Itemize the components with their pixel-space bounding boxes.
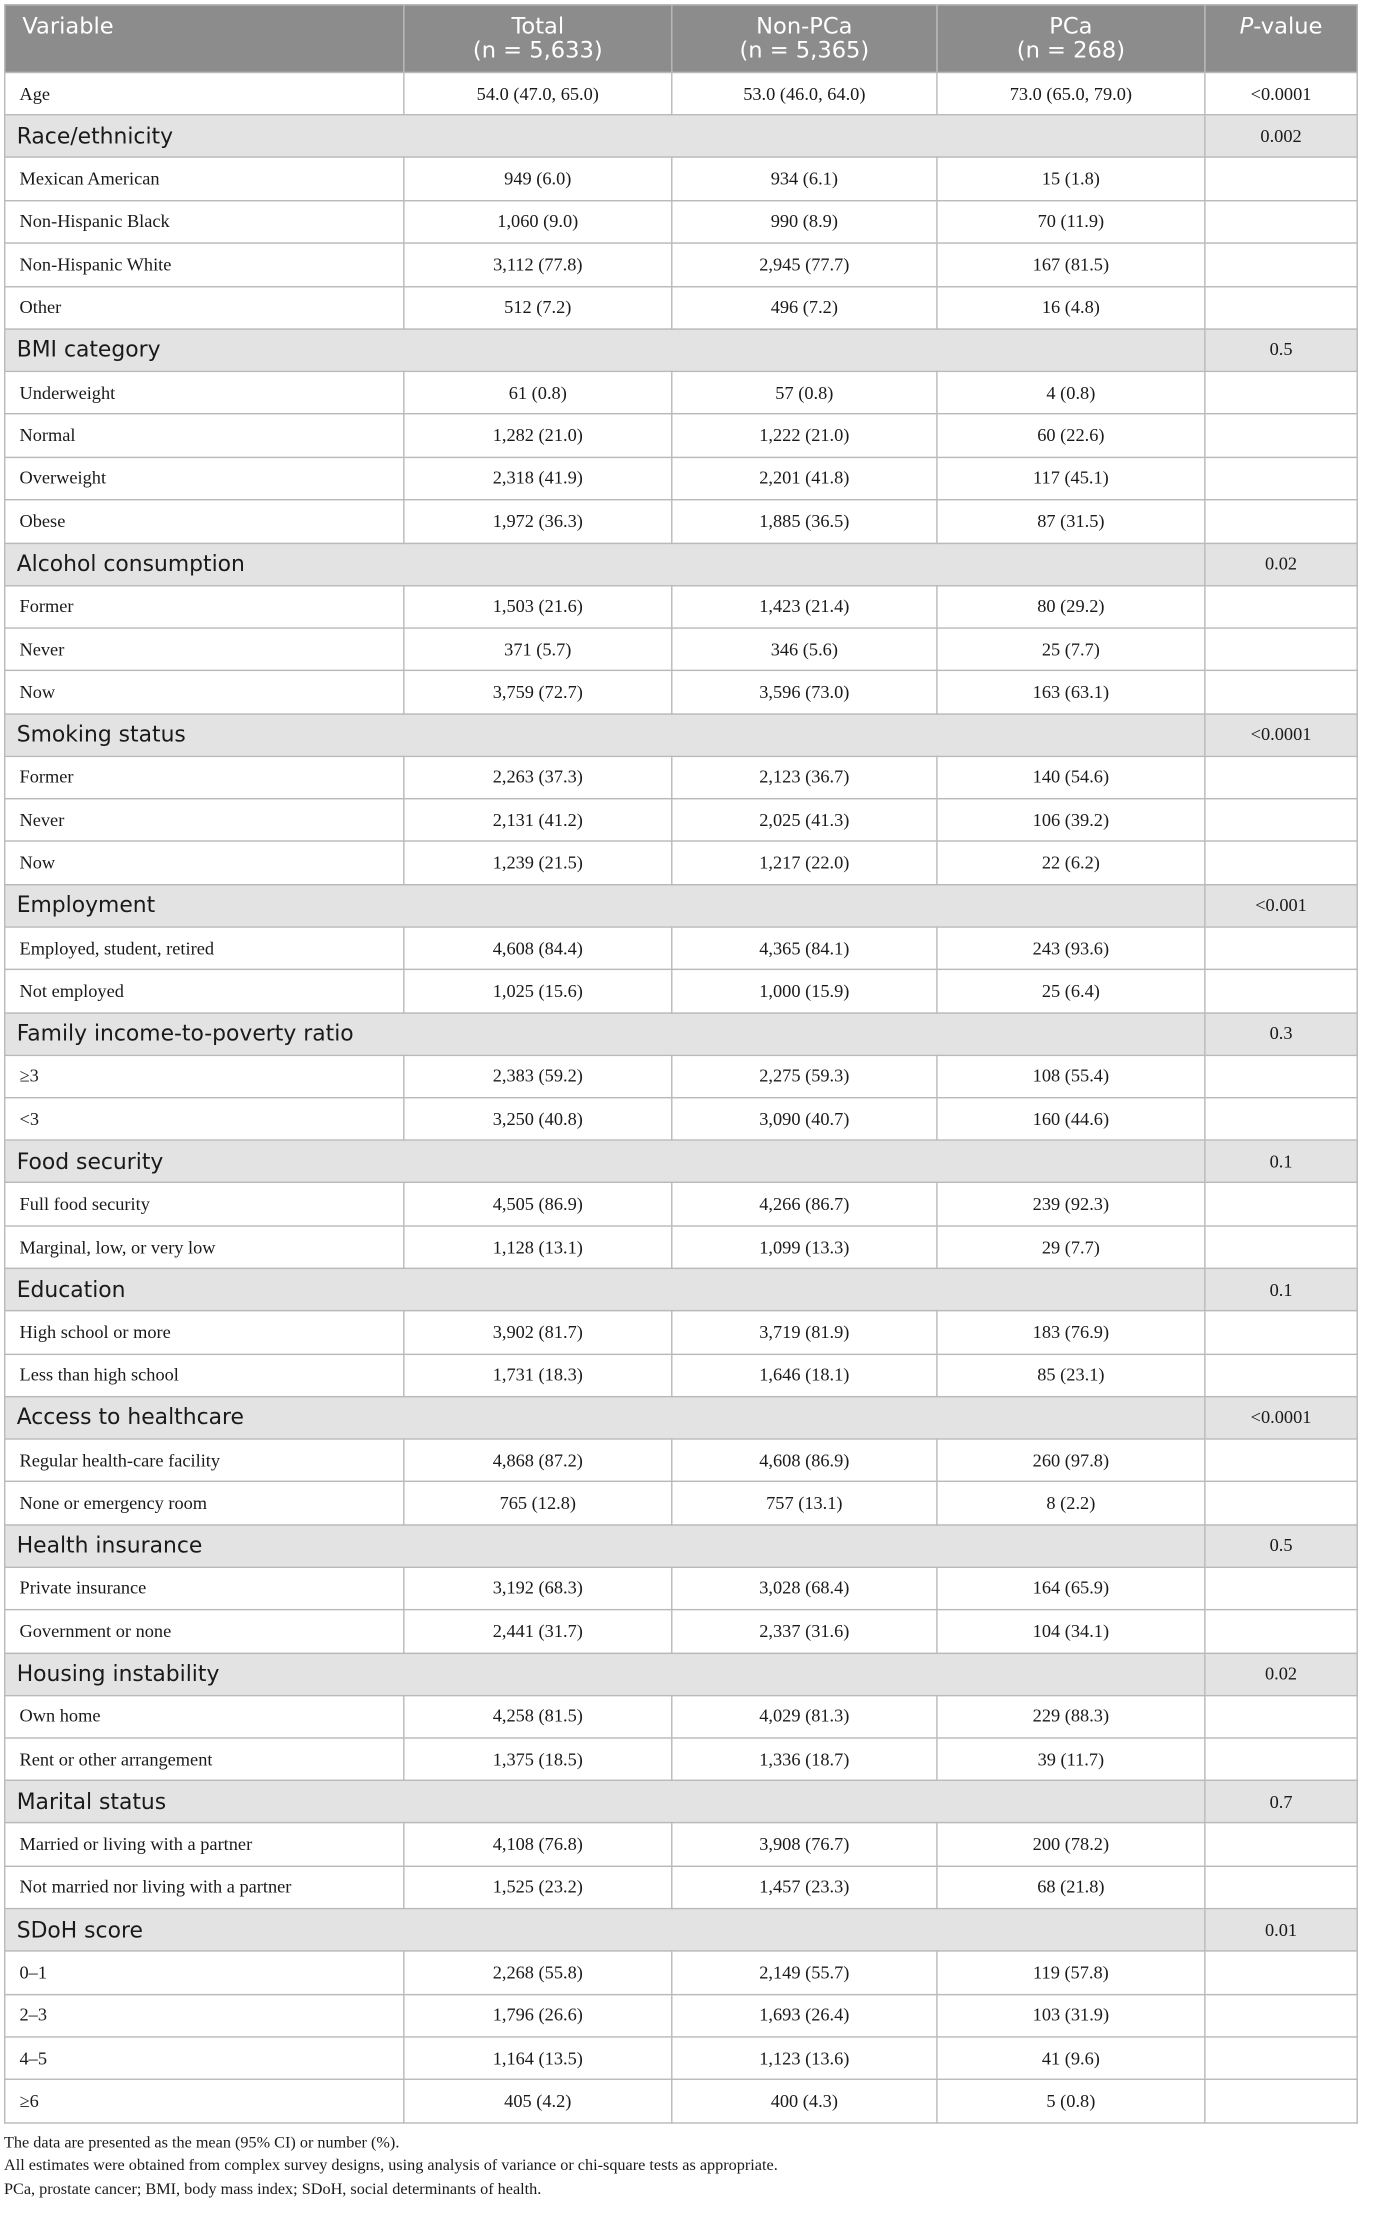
cell-pca: 108 (55.4) xyxy=(937,1055,1205,1098)
cell-nonpca: 3,719 (81.9) xyxy=(672,1311,937,1354)
footnotes xyxy=(4,2132,1356,2202)
cell-total: 371 (5.7) xyxy=(404,628,672,671)
cell-total: 1,796 (26.6) xyxy=(404,1994,672,2037)
row-label: Own home xyxy=(5,1695,404,1738)
table-row xyxy=(5,927,1357,970)
cell-total: 3,902 (81.7) xyxy=(404,1311,672,1354)
row-label: ≥3 xyxy=(5,1055,404,1098)
cell-nonpca: 1,099 (13.3) xyxy=(672,1226,937,1269)
section-header-row xyxy=(5,1781,1357,1823)
cell-total: 1,239 (21.5) xyxy=(404,842,672,885)
row-label: Now xyxy=(5,842,404,885)
cell-p-value-empty xyxy=(1205,2080,1357,2123)
table-row xyxy=(5,628,1357,671)
cell-nonpca: 1,217 (22.0) xyxy=(672,842,937,885)
cell-nonpca: 2,201 (41.8) xyxy=(672,457,937,500)
cell-pca: 25 (7.7) xyxy=(937,628,1205,671)
row-label: Not employed xyxy=(5,970,404,1013)
cell-pca: 80 (29.2) xyxy=(937,585,1205,628)
cell-total: 3,759 (72.7) xyxy=(404,671,672,714)
section-p-value: 0.5 xyxy=(1205,1525,1357,1567)
row-label: Employed, student, retired xyxy=(5,927,404,970)
cell-p-value-empty xyxy=(1205,1439,1357,1482)
table-row xyxy=(5,1354,1357,1397)
cell-pca: 117 (45.1) xyxy=(937,457,1205,500)
cell-total: 1,060 (9.0) xyxy=(404,200,672,243)
cell-pca: 60 (22.6) xyxy=(937,414,1205,457)
section-p-value: 0.1 xyxy=(1205,1141,1357,1183)
section-title: Health insurance xyxy=(5,1525,1205,1567)
table-row xyxy=(5,1610,1357,1653)
cell-p-value-empty xyxy=(1205,243,1357,286)
cell-total: 54.0 (47.0, 65.0) xyxy=(404,72,672,115)
table-row xyxy=(5,1439,1357,1482)
section-title: Education xyxy=(5,1269,1205,1311)
characteristics-table xyxy=(4,4,1358,2123)
table-row-age xyxy=(5,72,1357,115)
cell-nonpca: 3,028 (68.4) xyxy=(672,1567,937,1610)
cell-total: 1,025 (15.6) xyxy=(404,970,672,1013)
footnote-2: All estimates were obtained from complex survey designs, using analysis of variance or chi-square tests as appropriate. xyxy=(4,2157,778,2175)
row-label: Never xyxy=(5,799,404,842)
section-header-row xyxy=(5,543,1357,585)
row-label: Non-Hispanic Black xyxy=(5,200,404,243)
cell-nonpca: 346 (5.6) xyxy=(672,628,937,671)
cell-total: 1,164 (13.5) xyxy=(404,2037,672,2080)
cell-total: 2,131 (41.2) xyxy=(404,799,672,842)
cell-pca: 8 (2.2) xyxy=(937,1482,1205,1525)
cell-p-value-empty xyxy=(1205,799,1357,842)
row-label: Married or living with a partner xyxy=(5,1823,404,1866)
section-p-value: 0.1 xyxy=(1205,1269,1357,1311)
cell-total: 1,375 (18.5) xyxy=(404,1738,672,1781)
cell-nonpca: 2,337 (31.6) xyxy=(672,1610,937,1653)
cell-pca: 68 (21.8) xyxy=(937,1866,1205,1909)
cell-pca: 140 (54.6) xyxy=(937,756,1205,799)
section-header-row xyxy=(5,1525,1357,1567)
table-row xyxy=(5,1311,1357,1354)
section-title: Alcohol consumption xyxy=(5,543,1205,585)
table-row xyxy=(5,243,1357,286)
cell-nonpca: 2,025 (41.3) xyxy=(672,799,937,842)
cell-p-value-empty xyxy=(1205,500,1357,543)
row-label: High school or more xyxy=(5,1311,404,1354)
cell-p-value-empty xyxy=(1205,1994,1357,2037)
cell-pca: 73.0 (65.0, 79.0) xyxy=(937,72,1205,115)
cell-total: 3,192 (68.3) xyxy=(404,1567,672,1610)
section-title: Employment xyxy=(5,885,1205,927)
cell-p-value-empty xyxy=(1205,1866,1357,1909)
row-label: Regular health-care facility xyxy=(5,1439,404,1482)
cell-nonpca: 1,457 (23.3) xyxy=(672,1866,937,1909)
cell-nonpca: 4,608 (86.9) xyxy=(672,1439,937,1482)
table-row xyxy=(5,1482,1357,1525)
cell-total: 4,868 (87.2) xyxy=(404,1439,672,1482)
cell-pca: 106 (39.2) xyxy=(937,799,1205,842)
table-row xyxy=(5,756,1357,799)
cell-p-value-empty xyxy=(1205,158,1357,201)
cell-total: 405 (4.2) xyxy=(404,2080,672,2123)
section-header-row xyxy=(5,1141,1357,1183)
cell-p-value-empty xyxy=(1205,628,1357,671)
cell-p-value-empty xyxy=(1205,1311,1357,1354)
cell-total: 2,263 (37.3) xyxy=(404,756,672,799)
section-header-row xyxy=(5,1909,1357,1951)
section-title: SDoH score xyxy=(5,1909,1205,1951)
cell-nonpca: 496 (7.2) xyxy=(672,286,937,329)
row-label: Age xyxy=(5,72,404,115)
table-row xyxy=(5,1951,1357,1994)
footnote-3: PCa, prostate cancer; BMI, body mass index; SDoH, social determinants of health. xyxy=(4,2181,542,2198)
table-row xyxy=(5,1866,1357,1909)
section-header-row xyxy=(5,115,1357,157)
cell-total: 4,505 (86.9) xyxy=(404,1183,672,1226)
cell-pca: 70 (11.9) xyxy=(937,200,1205,243)
cell-p-value-empty xyxy=(1205,1226,1357,1269)
section-header-row xyxy=(5,1269,1357,1311)
row-label: Private insurance xyxy=(5,1567,404,1610)
cell-pca: 15 (1.8) xyxy=(937,158,1205,201)
cell-nonpca: 4,029 (81.3) xyxy=(672,1695,937,1738)
cell-nonpca: 4,266 (86.7) xyxy=(672,1183,937,1226)
header-pca-n: (n = 268) xyxy=(1016,36,1126,64)
table-row xyxy=(5,799,1357,842)
cell-p-value-empty xyxy=(1205,1098,1357,1141)
section-title: Smoking status xyxy=(5,714,1205,756)
header-total-n: (n = 5,633) xyxy=(472,36,603,64)
header-pca xyxy=(937,5,1205,73)
row-label: Normal xyxy=(5,414,404,457)
section-header-row xyxy=(5,1013,1357,1055)
header-pca-label: PCa xyxy=(1049,12,1093,40)
cell-total: 1,503 (21.6) xyxy=(404,585,672,628)
cell-total: 2,318 (41.9) xyxy=(404,457,672,500)
section-header-row xyxy=(5,1397,1357,1439)
header-p-value xyxy=(1205,5,1357,73)
cell-total: 765 (12.8) xyxy=(404,1482,672,1525)
cell-nonpca: 990 (8.9) xyxy=(672,200,937,243)
cell-nonpca: 3,908 (76.7) xyxy=(672,1823,937,1866)
table-row xyxy=(5,2080,1357,2123)
cell-pca: 25 (6.4) xyxy=(937,970,1205,1013)
table-row xyxy=(5,1098,1357,1141)
table-row xyxy=(5,1823,1357,1866)
row-label: Non-Hispanic White xyxy=(5,243,404,286)
table-row xyxy=(5,286,1357,329)
cell-p-value-empty xyxy=(1205,1951,1357,1994)
cell-pca: 87 (31.5) xyxy=(937,500,1205,543)
cell-pca: 29 (7.7) xyxy=(937,1226,1205,1269)
section-p-value: <0.001 xyxy=(1205,885,1357,927)
cell-p-value-empty xyxy=(1205,1567,1357,1610)
section-title: Marital status xyxy=(5,1781,1205,1823)
cell-p-value-empty xyxy=(1205,1738,1357,1781)
cell-pca: 163 (63.1) xyxy=(937,671,1205,714)
cell-nonpca: 1,693 (26.4) xyxy=(672,1994,937,2037)
row-label: Government or none xyxy=(5,1610,404,1653)
row-label: Obese xyxy=(5,500,404,543)
cell-nonpca: 3,090 (40.7) xyxy=(672,1098,937,1141)
cell-pca: 119 (57.8) xyxy=(937,1951,1205,1994)
cell-total: 4,258 (81.5) xyxy=(404,1695,672,1738)
cell-p-value-empty xyxy=(1205,286,1357,329)
cell-total: 3,250 (40.8) xyxy=(404,1098,672,1141)
row-label: 2–3 xyxy=(5,1994,404,2037)
cell-nonpca: 3,596 (73.0) xyxy=(672,671,937,714)
cell-nonpca: 934 (6.1) xyxy=(672,158,937,201)
table-row xyxy=(5,970,1357,1013)
cell-pca: 104 (34.1) xyxy=(937,1610,1205,1653)
row-label: Overweight xyxy=(5,457,404,500)
row-label: Full food security xyxy=(5,1183,404,1226)
cell-p-value-empty xyxy=(1205,927,1357,970)
header-total-label: Total xyxy=(511,12,565,40)
section-title: BMI category xyxy=(5,329,1205,371)
cell-p-value-empty xyxy=(1205,671,1357,714)
table-document xyxy=(4,4,1356,2201)
row-label: Other xyxy=(5,286,404,329)
cell-p-value-empty xyxy=(1205,2037,1357,2080)
cell-nonpca: 4,365 (84.1) xyxy=(672,927,937,970)
table-row xyxy=(5,200,1357,243)
section-header-row xyxy=(5,329,1357,371)
section-header-row xyxy=(5,714,1357,756)
section-p-value: <0.0001 xyxy=(1205,714,1357,756)
table-row xyxy=(5,671,1357,714)
cell-pca: 229 (88.3) xyxy=(937,1695,1205,1738)
section-header-row xyxy=(5,885,1357,927)
section-title: Race/ethnicity xyxy=(5,115,1205,157)
cell-p-value-empty xyxy=(1205,1183,1357,1226)
section-p-value: 0.02 xyxy=(1205,1653,1357,1695)
cell-pca: 167 (81.5) xyxy=(937,243,1205,286)
cell-pca: 4 (0.8) xyxy=(937,371,1205,414)
header-p-italic: P xyxy=(1239,12,1254,40)
cell-p-value-empty xyxy=(1205,1354,1357,1397)
cell-p-value-empty xyxy=(1205,457,1357,500)
cell-pca: 239 (92.3) xyxy=(937,1183,1205,1226)
row-label: Now xyxy=(5,671,404,714)
footnote-1: The data are presented as the mean (95% CI) or number (%). xyxy=(4,2134,400,2152)
cell-pca: 160 (44.6) xyxy=(937,1098,1205,1141)
cell-nonpca: 1,336 (18.7) xyxy=(672,1738,937,1781)
cell-nonpca: 2,149 (55.7) xyxy=(672,1951,937,1994)
table-row xyxy=(5,1738,1357,1781)
cell-pca: 260 (97.8) xyxy=(937,1439,1205,1482)
row-label: Rent or other arrangement xyxy=(5,1738,404,1781)
cell-p-value-empty xyxy=(1205,970,1357,1013)
header-total xyxy=(404,5,672,73)
table-row xyxy=(5,1183,1357,1226)
cell-total: 949 (6.0) xyxy=(404,158,672,201)
cell-p-value-empty xyxy=(1205,414,1357,457)
row-label: None or emergency room xyxy=(5,1482,404,1525)
cell-total: 4,608 (84.4) xyxy=(404,927,672,970)
cell-total: 2,441 (31.7) xyxy=(404,1610,672,1653)
table-row xyxy=(5,585,1357,628)
section-p-value: 0.01 xyxy=(1205,1909,1357,1951)
cell-p-value-empty xyxy=(1205,842,1357,885)
section-p-value: 0.3 xyxy=(1205,1013,1357,1055)
section-p-value: 0.5 xyxy=(1205,329,1357,371)
cell-p-value-empty xyxy=(1205,756,1357,799)
cell-pca: 41 (9.6) xyxy=(937,2037,1205,2080)
row-label: Former xyxy=(5,585,404,628)
cell-pca: 16 (4.8) xyxy=(937,286,1205,329)
header-nonpca-label: Non-PCa xyxy=(756,12,853,40)
table-row xyxy=(5,158,1357,201)
cell-nonpca: 1,423 (21.4) xyxy=(672,585,937,628)
row-label: <3 xyxy=(5,1098,404,1141)
table-row xyxy=(5,1567,1357,1610)
cell-p-value-empty xyxy=(1205,1055,1357,1098)
cell-total: 3,112 (77.8) xyxy=(404,243,672,286)
cell-total: 2,383 (59.2) xyxy=(404,1055,672,1098)
cell-pca: 200 (78.2) xyxy=(937,1823,1205,1866)
row-label: Less than high school xyxy=(5,1354,404,1397)
cell-nonpca: 2,275 (59.3) xyxy=(672,1055,937,1098)
cell-total: 1,525 (23.2) xyxy=(404,1866,672,1909)
section-header-row xyxy=(5,1653,1357,1695)
cell-pca: 22 (6.2) xyxy=(937,842,1205,885)
cell-total: 512 (7.2) xyxy=(404,286,672,329)
table-row xyxy=(5,371,1357,414)
cell-p-value-empty xyxy=(1205,1695,1357,1738)
table-row xyxy=(5,1994,1357,2037)
cell-pca: 85 (23.1) xyxy=(937,1354,1205,1397)
section-title: Access to healthcare xyxy=(5,1397,1205,1439)
row-label: Marginal, low, or very low xyxy=(5,1226,404,1269)
table-row xyxy=(5,842,1357,885)
cell-p-value-empty xyxy=(1205,1482,1357,1525)
cell-nonpca: 400 (4.3) xyxy=(672,2080,937,2123)
cell-nonpca: 1,123 (13.6) xyxy=(672,2037,937,2080)
cell-nonpca: 2,945 (77.7) xyxy=(672,243,937,286)
cell-nonpca: 53.0 (46.0, 64.0) xyxy=(672,72,937,115)
cell-total: 1,128 (13.1) xyxy=(404,1226,672,1269)
cell-p-value-empty xyxy=(1205,585,1357,628)
cell-p-value-empty xyxy=(1205,1823,1357,1866)
cell-pca: 243 (93.6) xyxy=(937,927,1205,970)
cell-p-value-empty xyxy=(1205,371,1357,414)
header-variable: Variable xyxy=(5,5,404,73)
section-p-value: 0.002 xyxy=(1205,115,1357,157)
section-title: Family income-to-poverty ratio xyxy=(5,1013,1205,1055)
section-title: Housing instability xyxy=(5,1653,1205,1695)
table-row xyxy=(5,457,1357,500)
section-p-value: 0.02 xyxy=(1205,543,1357,585)
cell-nonpca: 57 (0.8) xyxy=(672,371,937,414)
table-header-row xyxy=(5,5,1357,73)
cell-nonpca: 757 (13.1) xyxy=(672,1482,937,1525)
cell-nonpca: 1,222 (21.0) xyxy=(672,414,937,457)
cell-total: 1,282 (21.0) xyxy=(404,414,672,457)
row-label: Former xyxy=(5,756,404,799)
row-label: Not married nor living with a partner xyxy=(5,1866,404,1909)
section-p-value: 0.7 xyxy=(1205,1781,1357,1823)
cell-p-value-empty xyxy=(1205,1610,1357,1653)
row-label: ≥6 xyxy=(5,2080,404,2123)
cell-total: 4,108 (76.8) xyxy=(404,1823,672,1866)
cell-pca: 164 (65.9) xyxy=(937,1567,1205,1610)
table-row xyxy=(5,1055,1357,1098)
cell-total: 61 (0.8) xyxy=(404,371,672,414)
section-p-value: <0.0001 xyxy=(1205,1397,1357,1439)
row-label: Underweight xyxy=(5,371,404,414)
cell-pca: 183 (76.9) xyxy=(937,1311,1205,1354)
row-label: 0–1 xyxy=(5,1951,404,1994)
cell-pca: 5 (0.8) xyxy=(937,2080,1205,2123)
table-row xyxy=(5,2037,1357,2080)
row-label: Never xyxy=(5,628,404,671)
cell-pca: 103 (31.9) xyxy=(937,1994,1205,2037)
cell-p-value-empty xyxy=(1205,200,1357,243)
row-label: 4–5 xyxy=(5,2037,404,2080)
cell-total: 2,268 (55.8) xyxy=(404,1951,672,1994)
section-title: Food security xyxy=(5,1141,1205,1183)
cell-nonpca: 1,646 (18.1) xyxy=(672,1354,937,1397)
cell-nonpca: 1,885 (36.5) xyxy=(672,500,937,543)
cell-total: 1,972 (36.3) xyxy=(404,500,672,543)
cell-nonpca: 2,123 (36.7) xyxy=(672,756,937,799)
table-row xyxy=(5,414,1357,457)
table-row xyxy=(5,1695,1357,1738)
row-label: Mexican American xyxy=(5,158,404,201)
table-row xyxy=(5,500,1357,543)
cell-pca: 39 (11.7) xyxy=(937,1738,1205,1781)
table-row xyxy=(5,1226,1357,1269)
cell-nonpca: 1,000 (15.9) xyxy=(672,970,937,1013)
header-p-rest: -value xyxy=(1253,12,1323,40)
header-nonpca xyxy=(672,5,937,73)
header-nonpca-n: (n = 5,365) xyxy=(739,36,870,64)
cell-p-value: <0.0001 xyxy=(1205,72,1357,115)
cell-total: 1,731 (18.3) xyxy=(404,1354,672,1397)
